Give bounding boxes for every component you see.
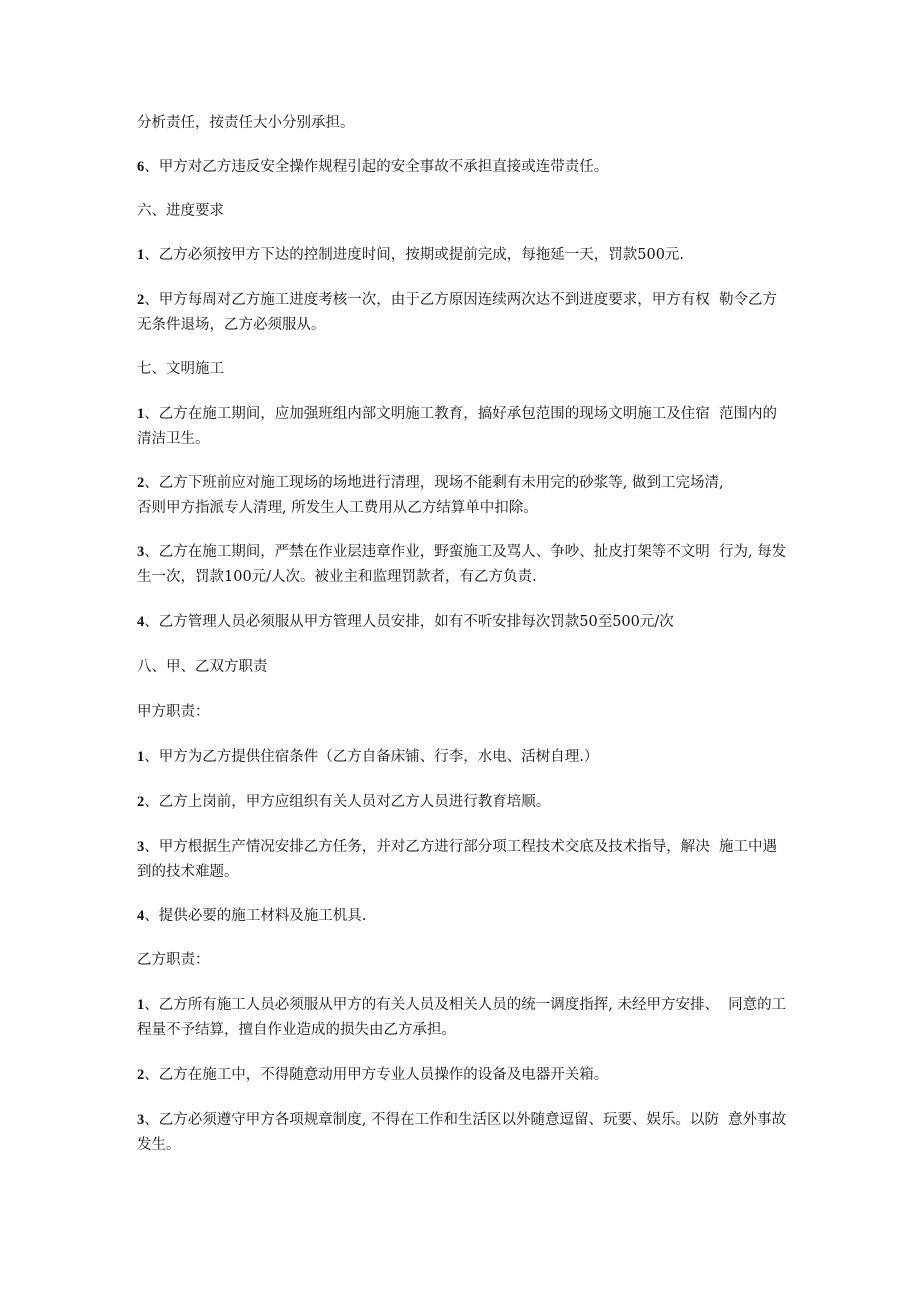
item-number: 1 [137, 247, 145, 263]
item-number: 1 [137, 749, 145, 765]
paragraph-text: 六、进度要求 [137, 203, 224, 219]
subheading [137, 948, 789, 973]
paragraph [137, 745, 789, 770]
paragraph-text: 、乙方上岗前，甲方应组织有关人员对乙方人员进行教育培顺。 [144, 794, 551, 810]
paragraph-text: 甲方职责： [137, 704, 210, 720]
item-number: 2 [137, 475, 145, 491]
paragraph-text: 、甲方对乙方违反安全操作规程引起的安全事故不承担直接或连带责任。 [144, 159, 609, 175]
item-number: 2 [137, 1067, 145, 1083]
paragraph-text: 、乙方必须按甲方下达的控制进度时间，按期或提前完成，每拖延一天，罚款500元. [144, 247, 685, 263]
item-number: 2 [137, 794, 145, 810]
paragraph [137, 904, 789, 929]
paragraph-text: 分析责任，按责任大小分别承担。 [137, 115, 355, 131]
paragraph [137, 243, 789, 268]
paragraph [137, 835, 789, 885]
item-number: 4 [137, 614, 145, 630]
paragraph-text: 八、甲、乙双方职责 [137, 659, 268, 675]
paragraph [137, 471, 789, 521]
paragraph [137, 790, 789, 815]
paragraph-text: 、乙方下班前应对施工现场的场地进行清理，现场不能剩有未用完的砂浆等, 做到工完场清, 否则甲方指派专人清理, 所发生人工费用从乙方结算单中扣除。 [137, 475, 724, 516]
paragraph [137, 1108, 789, 1158]
paragraph [137, 155, 789, 180]
paragraph-text: 、甲方为乙方提供住宿条件（乙方自备床铺、行李，水电、活树自理.） [144, 749, 599, 765]
paragraph [137, 540, 789, 590]
subheading [137, 700, 789, 725]
section-heading [137, 655, 789, 680]
item-number: 6 [137, 159, 145, 175]
section-heading [137, 199, 789, 224]
section-heading [137, 357, 789, 382]
paragraph-text: 、乙方管理人员必须服从甲方管理人员安排，如有不听安排每次罚款50至500元/次 [144, 614, 674, 630]
paragraph-text: 、提供必要的施工材料及施工机具. [144, 908, 367, 924]
paragraph-text: 、乙方所有施工人员必须服从甲方的有关人员及相关人员的统一调度指挥, 未经甲方安排、 同意的工程量不予结算，擅自作业造成的损失由乙方承担。 [137, 997, 787, 1038]
item-number: 3 [137, 544, 145, 560]
paragraph [137, 288, 789, 338]
paragraph-text: 、甲方每周对乙方施工进度考核一次，由于乙方原因连续两次达不到进度要求，甲方有权 勒令乙方无条件退场，乙方必须服从。 [137, 292, 777, 333]
item-number: 2 [137, 292, 145, 308]
paragraph-text: 乙方职责： [137, 952, 210, 968]
item-number: 3 [137, 1112, 145, 1128]
paragraph-text: 、乙方在施工期间，应加强班组内部文明施工教育，搞好承包范围的现场文明施工及住宿 范围内的清洁卫生。 [137, 406, 777, 447]
paragraph-text: 、甲方根据生产情况安排乙方任务，并对乙方进行部分项工程技术交底及技术指导，解决 施工中遇到的技术难题。 [137, 839, 777, 880]
paragraph-text: 、乙方在施工期间，严禁在作业层违章作业，野蛮施工及骂人、争吵、扯皮打架等不文明 行为, 每发生一次，罚款100元/人次。被业主和监理罚款者，有乙方负责. [137, 544, 787, 585]
item-number: 1 [137, 406, 145, 422]
item-number: 4 [137, 908, 145, 924]
paragraph [137, 610, 789, 635]
item-number: 3 [137, 839, 145, 855]
item-number: 1 [137, 997, 145, 1013]
paragraph [137, 993, 789, 1043]
paragraph [137, 111, 789, 136]
paragraph [137, 402, 789, 452]
paragraph-text: 七、文明施工 [137, 361, 224, 377]
paragraph-text: 、乙方在施工中，不得随意动用甲方专业人员操作的设备及电器开关箱。 [144, 1067, 609, 1083]
paragraph-text: 、乙方必须遵守甲方各项规章制度, 不得在工作和生活区以外随意逗留、玩要、娱乐。以防 意外事故发生。 [137, 1112, 787, 1153]
paragraph [137, 1063, 789, 1088]
